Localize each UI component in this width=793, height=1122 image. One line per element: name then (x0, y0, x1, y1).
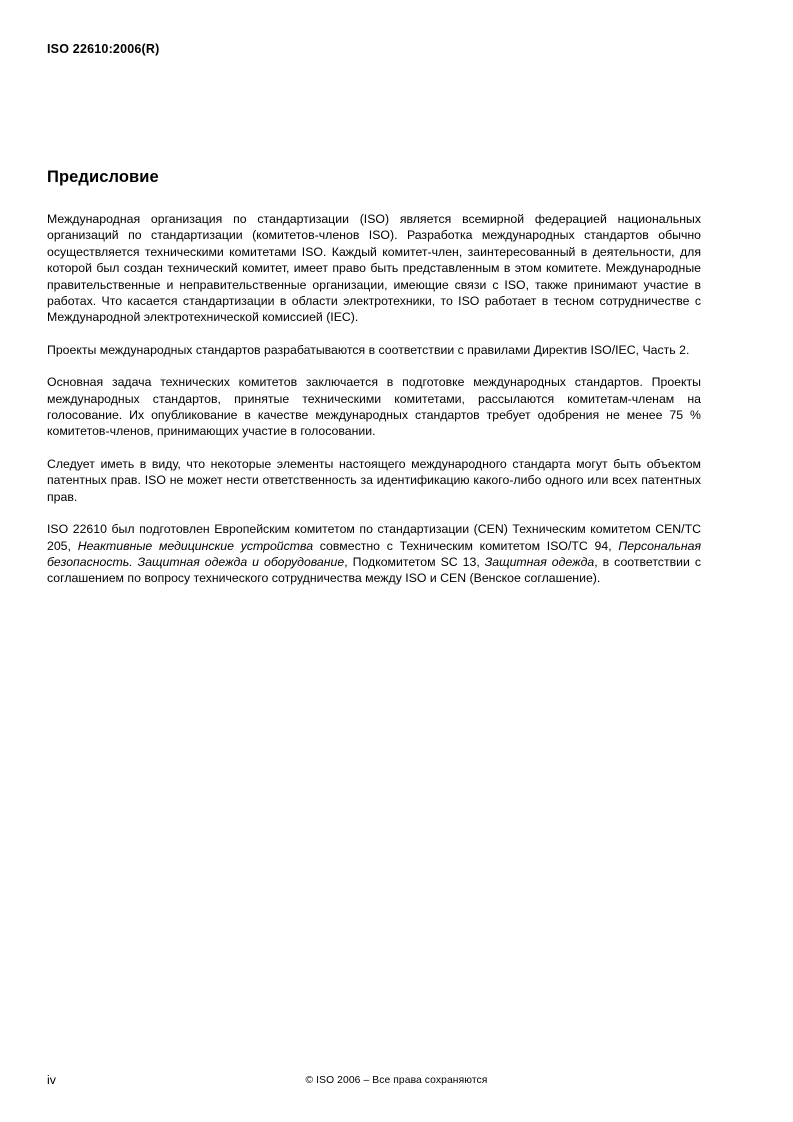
paragraph-5-part-1: ISO 22610 был подготовлен Европейским комитетом по стандартизации (CEN) Техническим комитетом CEN/TC 205, (47, 522, 701, 553)
paragraph-5-italic-1: Неактивные медицинские устройства (77, 538, 314, 553)
paragraph-5 (47, 521, 701, 587)
paragraph-5-part-2: совместно с Техническим комитетом ISO/TC 94, (313, 538, 619, 553)
page-footer (0, 1068, 793, 1092)
paragraph-3: Основная задача технических комитетов заключается в подготовке международных стандартов. Проекты международных стандартов, принятые техническими комитетами, рассылаются комитетам-членам на голосование. Их опубликование в качестве международных стандартов требует одобрения не менее 75 % комитетов-членов, принимающих участие в голосовании. (47, 375, 701, 439)
paragraph-4: Следует иметь в виду, что некоторые элементы настоящего международного стандарта могут быть объектом патентных прав. ISO не может нести ответственность за идентификацию какого-либо одного или всех патентных прав. (47, 456, 701, 504)
paragraph-5-italic-2: Персональная безопасность. Защитная одежда и оборудование (47, 538, 702, 569)
page-content (47, 168, 701, 587)
paragraph-5-part-3: , Подкомитетом SC 13, (344, 554, 485, 569)
paragraph-5-part-4: , в соответствии с соглашением по вопросу технического сотрудничества между ISO и CEN (Венское соглашение). (47, 554, 701, 586)
footer-page-number: iv (47, 1073, 56, 1087)
standard-reference-header: ISO 22610:2006(R) (47, 42, 160, 56)
footer-copyright: © ISO 2006 – Все права сохраняются (305, 1075, 488, 1086)
paragraph-5-italic-3: Защитная одежда (484, 554, 595, 569)
page-title: Предисловие (47, 168, 159, 186)
paragraph-2: Проекты международных стандартов разрабатываются в соответствии с правилами Директив ISO/IEC, Часть 2. (47, 342, 690, 357)
paragraph-1: Международная организация по стандартизации (ISO) является всемирной федерацией национальных организаций по стандартизации (комитетов-членов ISO). Разработка международных стандартов обычно осуществляется техническими комитетами ISO. Каждый комитет-член, заинтересованный в деятельности, для которой был создан технический комитет, имеет право быть представленным в этом комитете. Международные правительственные и неправительственные организации, имеющие связи с ISO, также принимают участие в работах. Что касается стандартизации в области электротехники, то ISO работает в тесном сотрудничестве с Международной электротехнической комиссией (IEC). (47, 212, 701, 325)
